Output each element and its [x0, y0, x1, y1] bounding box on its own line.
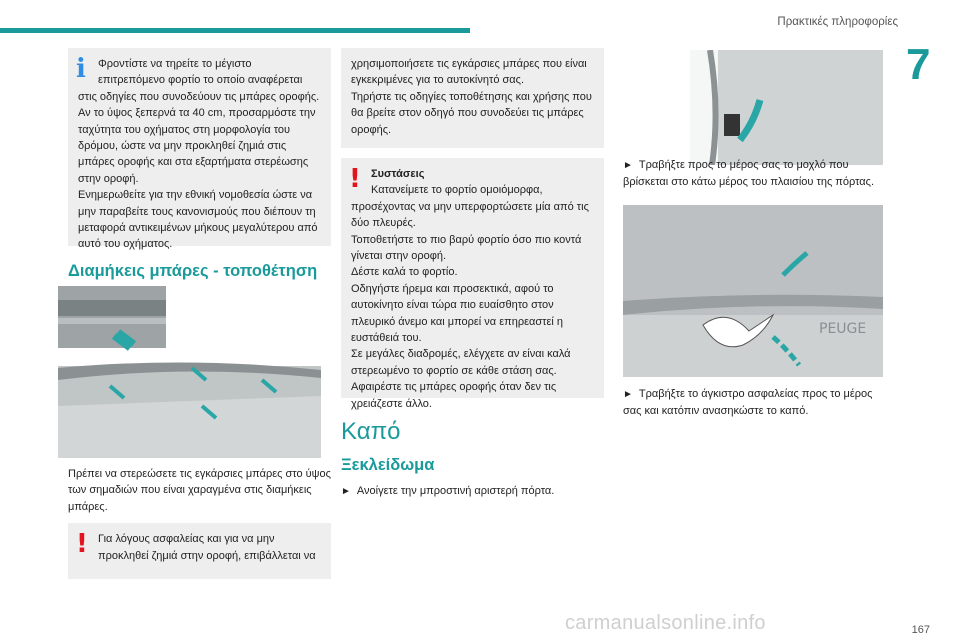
- warning-box-text: Για λόγους ασφαλείας και για να μην προκληθεί ζημιά στην οροφή, επιβάλλεται να: [98, 533, 316, 562]
- recommendations-title: Συστάσεις: [371, 168, 425, 180]
- section-title: Πρακτικές πληροφορίες: [777, 16, 898, 28]
- info-icon: i: [76, 54, 86, 84]
- continued-warning-text: χρησιμοποιήσετε τις εγκάρσιες μπάρες που είναι εγκεκριμένες για το αυτοκίνητό σας. Τηρήστε τις οδηγίες τοποθέτησης και χρήσης που θα βρείτε στον οδηγό που συνοδεύει τις μπάρες οροφής.: [351, 58, 592, 136]
- warning-icon: !: [76, 529, 88, 560]
- continued-warning-box: [341, 48, 604, 148]
- step-3-text: Τραβήξτε το άγκιστρο ασφαλείας προς το μέρος σας και κατόπιν ανασηκώστε το καπό.: [623, 388, 873, 418]
- step-2: [623, 157, 886, 191]
- step-2-text: Τραβήξτε προς το μέρος σας το μοχλό που βρίσκεται στο κάτω μέρος του πλαισίου της πόρτας.: [623, 159, 875, 189]
- info-box-text: Φροντίστε να τηρείτε το μέγιστο επιτρεπόμενο φορτίο το οποίο αναφέρεται στις οδηγίες που συνοδεύουν τις μπάρες οροφής. Αν το ύψος ξεπερνά τα 40 cm, προσαρμόστε την ταχύτητα του οχήματος στη μορφολογία του δρόμου, ώστε να μην προκληθεί ζημιά στις μπάρες οροφής και στα εξαρτήματα στερέωσης στην οροφή. Ενημερωθείτε για την εθνική νομοθεσία ώστε να μην παραβείτε τους κανονισμούς που διέπουν τη μεταφορά αντικειμένων μήκους μεγαλύτερου από αυτό του οχήματος.: [78, 58, 320, 251]
- door-lever-drawing: [690, 50, 883, 165]
- recommendations-text: Κατανείμετε το φορτίο ομοιόμορφα, προσέχοντας να μην υπερφορτώσετε μία από τις δύο πλευρές. Τοποθετήστε το πιο βαρύ φορτίο όσο πιο κοντά γίνεται στην οροφή. Δέστε καλά το φορτίο. Οδηγήστε ήρεμα και προσεκτικά, αφού το αυτοκίνητο είναι τώρα πιο ευαίσθητο στον πλευρικό άνεμο και μπορεί να επηρεαστεί η ευστάθειά του. Σε μεγάλες διαδρομές, ελέγχετε αν είναι καλά στερεωμένο το φορτίο σε κάθε στάση σας. Αφαιρέστε τις μπάρες οροφής όταν δεν τις χρειάζεστε άλλο.: [351, 184, 589, 410]
- chapter-number: 7: [906, 40, 931, 89]
- bonnet-heading: Καπό: [341, 418, 401, 445]
- page-number: 167: [911, 624, 930, 636]
- column-3-step-2: [623, 157, 886, 191]
- car-badge-text: PEUGE: [819, 321, 867, 337]
- door-lever-illustration: [690, 50, 883, 165]
- warning-icon: !: [349, 164, 361, 194]
- step-3: [623, 386, 886, 420]
- step-1-text: Ανοίγετε την μπροστινή αριστερή πόρτα.: [356, 485, 555, 497]
- bonnet-hook-drawing: [623, 205, 883, 377]
- roof-bars-drawing: [58, 286, 321, 458]
- roof-bars-heading: Διαμήκεις μπάρες - τοποθέτηση: [68, 262, 318, 280]
- step-arrow-icon: ►: [623, 389, 633, 400]
- step-1: [341, 483, 604, 500]
- step-arrow-icon: ►: [623, 160, 633, 171]
- step-arrow-icon: ►: [341, 486, 351, 497]
- unlocking-heading: Ξεκλείδωμα: [341, 456, 435, 474]
- roof-bars-paragraph: Πρέπει να στερεώσετε τις εγκάρσιες μπάρες στο ύψος των σημαδιών που είναι χαραγμένα στις διαμήκεις μπάρες.: [68, 468, 331, 513]
- roof-bars-illustration: [58, 286, 321, 458]
- bonnet-hook-illustration: [623, 205, 883, 377]
- top-accent-bar: [0, 28, 470, 33]
- column-1: [68, 48, 331, 281]
- column-3-step-3: [623, 386, 886, 420]
- info-box: [68, 48, 331, 251]
- warning-box: [68, 523, 331, 579]
- column-2: [341, 48, 604, 500]
- recommendations-box: [341, 158, 604, 410]
- column-1-lower: [68, 466, 331, 579]
- watermark: carmanualsonline.info: [565, 612, 766, 634]
